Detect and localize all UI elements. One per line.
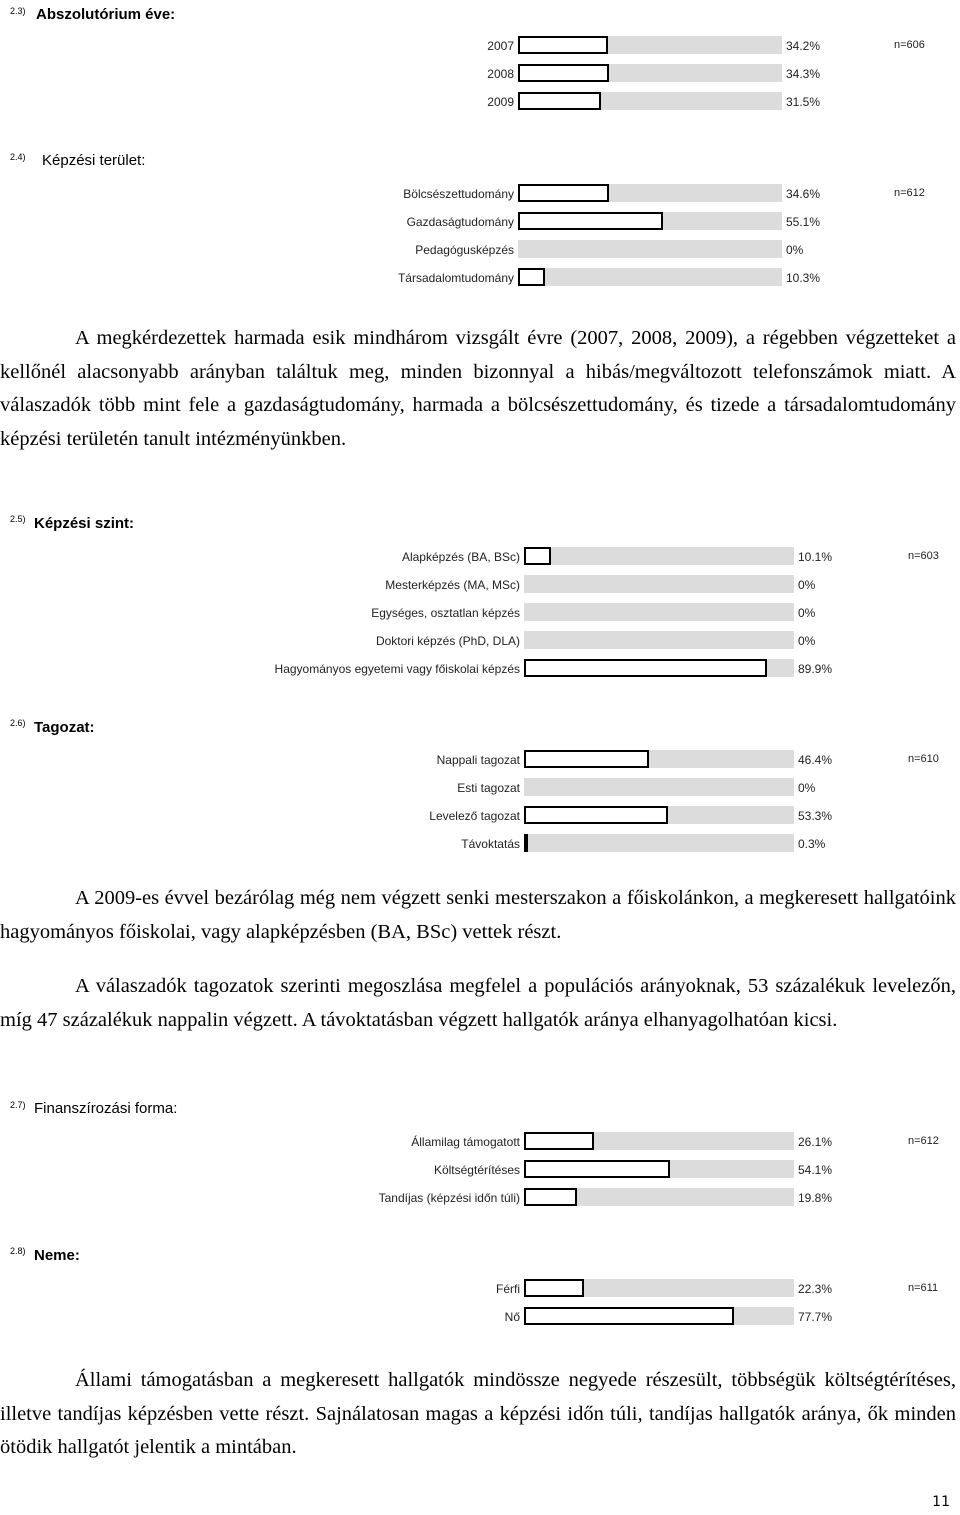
bar-row — [0, 1188, 960, 1208]
bar — [524, 1132, 594, 1150]
bar-percentage: 22.3% — [798, 1282, 833, 1296]
bar-label: Esti tagozat — [457, 781, 520, 795]
bar-label: 2009 — [487, 95, 514, 109]
bar — [518, 36, 608, 54]
paragraph-text: A válaszadók tagozatok szerinti megoszlása megfelel a populációs arányoknak, 53 százalékuk levelezőn, míg 47 százalékuk nappalin végzett. A távoktatásban végzett hallgatók aránya elhanyagolhatóan kicsi. — [0, 975, 956, 1031]
paragraph-text: Állami támogatásban a megkeresett hallgatók mindössze negyede részesült, többségük költségtérítéses, illetve tandíjas képzésben vette részt. Sajnálatosan magas a képzési időn túli, tandíjas hallgatók aránya, ők minden ötödik hallgatót jelentik a mintában. — [0, 1369, 956, 1458]
bar-track — [518, 268, 782, 286]
bar-label: Tandíjas (képzési időn túli) — [378, 1191, 520, 1205]
bar-percentage: 34.6% — [786, 187, 821, 201]
bar-row — [0, 659, 960, 679]
bar-label: Bölcsészettudomány — [403, 187, 514, 201]
bar-percentage: 34.3% — [786, 67, 821, 81]
bar-track — [524, 834, 794, 852]
chart-title: Képzési terület: — [42, 152, 146, 169]
bar-track — [524, 1307, 794, 1325]
paragraph-2 — [0, 882, 956, 949]
paragraph-3 — [0, 970, 956, 1037]
bar-row — [0, 36, 960, 56]
sample-size: n=612 — [908, 1135, 939, 1147]
bar-percentage: 0.3% — [798, 837, 826, 851]
bar-track — [524, 806, 794, 824]
bar-row — [0, 547, 960, 567]
bar-row — [0, 268, 960, 288]
bar-percentage: 0% — [798, 781, 816, 795]
bar-row — [0, 1279, 960, 1299]
bar-row — [0, 240, 960, 260]
bar-track — [524, 547, 794, 565]
bar-track — [518, 212, 782, 230]
chart-title: Tagozat: — [34, 719, 95, 736]
bar — [524, 547, 551, 565]
bar-track — [518, 36, 782, 54]
question-number: 2.8) — [10, 1246, 26, 1256]
bar-percentage: 54.1% — [798, 1163, 833, 1177]
sample-size: n=612 — [894, 187, 925, 199]
bar — [518, 212, 663, 230]
bar-percentage: 0% — [798, 578, 816, 592]
bar — [524, 1160, 670, 1178]
bar-row — [0, 64, 960, 84]
bar-percentage: 19.8% — [798, 1191, 833, 1205]
bar-percentage: 89.9% — [798, 662, 833, 676]
question-number: 2.6) — [10, 718, 26, 728]
bar-track — [524, 1279, 794, 1297]
bar-label: Férfi — [496, 1282, 520, 1296]
bar-row — [0, 750, 960, 770]
bar-row — [0, 184, 960, 204]
bar-track — [524, 778, 794, 796]
bar-row — [0, 212, 960, 232]
bar-label: Nő — [504, 1310, 520, 1324]
bar-label: Pedagógusképzés — [415, 243, 514, 257]
bar-label: Költségtérítéses — [433, 1163, 520, 1177]
bar-label: Nappali tagozat — [436, 753, 520, 767]
bar-percentage: 55.1% — [786, 215, 821, 229]
paragraph-1 — [0, 322, 956, 456]
paragraph-text: A megkérdezettek harmada esik mindhárom vizsgált évre (2007, 2008, 2009), a régebben végzetteket a kellőnél alacsonyabb arányban találtuk meg, minden bizonnyal a hibás/megváltozott telefonszámok miatt. A válaszadók több mint fele a gazdaságtudomány, harmada a bölcsészettudomány, és tizede a társadalomtudomány képzési területén tanult intézményünkben. — [0, 327, 956, 450]
bar-label: 2007 — [487, 39, 514, 53]
bar-percentage: 0% — [798, 634, 816, 648]
bar-track — [518, 184, 782, 202]
bar-percentage: 34.2% — [786, 39, 821, 53]
bar-row — [0, 1307, 960, 1327]
bar-track — [518, 64, 782, 82]
bar-row — [0, 834, 960, 854]
sample-size: n=603 — [908, 550, 939, 562]
bar-percentage: 53.3% — [798, 809, 833, 823]
bar — [518, 268, 545, 286]
bar-label: Távoktatás — [461, 837, 520, 851]
bar-track — [524, 1188, 794, 1206]
chart-title: Neme: — [34, 1247, 80, 1264]
bar-track — [518, 240, 782, 258]
bar-label: Gazdaságtudomány — [406, 215, 514, 229]
bar-percentage: 0% — [798, 606, 816, 620]
bar-row — [0, 92, 960, 112]
bar-label: Hagyományos egyetemi vagy főiskolai képzés — [274, 662, 520, 676]
bar-row — [0, 778, 960, 798]
bar-row — [0, 1160, 960, 1180]
bar-track — [524, 1160, 794, 1178]
bar-track — [524, 659, 794, 677]
bar-label: 2008 — [487, 67, 514, 81]
bar-label: Egységes, osztatlan képzés — [371, 606, 520, 620]
chart-title: Finanszírozási forma: — [34, 1100, 178, 1117]
sample-size: n=610 — [908, 753, 939, 765]
bar — [524, 750, 649, 768]
paragraph-text: A 2009-es évvel bezárólag még nem végzett senki mesterszakon a főiskolánkon, a megkeresett hallgatóink hagyományos főiskolai, vagy alapképzésben (BA, BSc) vettek részt. — [0, 887, 956, 943]
bar — [524, 1279, 584, 1297]
bar — [524, 1307, 734, 1325]
question-number: 2.7) — [10, 1100, 26, 1110]
bar-row — [0, 1132, 960, 1152]
page-number: 11 — [932, 1494, 950, 1510]
chart-title: Képzési szint: — [34, 515, 135, 532]
bar-percentage: 46.4% — [798, 753, 833, 767]
question-number: 2.3) — [10, 6, 26, 16]
bar-percentage: 10.3% — [786, 271, 821, 285]
bar-percentage: 0% — [786, 243, 804, 257]
bar-percentage: 77.7% — [798, 1310, 833, 1324]
bar-label: Alapképzés (BA, BSc) — [401, 550, 520, 564]
question-number: 2.4) — [10, 152, 26, 162]
bar-label: Mesterképzés (MA, MSc) — [385, 578, 520, 592]
bar — [524, 834, 528, 852]
bar-track — [518, 92, 782, 110]
bar-label: Társadalomtudomány — [397, 271, 514, 285]
bar-label: Doktori képzés (PhD, DLA) — [375, 634, 520, 648]
question-number: 2.5) — [10, 514, 26, 524]
sample-size: n=606 — [894, 39, 925, 51]
bar-percentage: 10.1% — [798, 550, 833, 564]
bar-track — [524, 631, 794, 649]
bar-track — [524, 575, 794, 593]
bar — [518, 184, 609, 202]
paragraph-4 — [0, 1364, 956, 1465]
bar-percentage: 31.5% — [786, 95, 821, 109]
bar — [518, 92, 601, 110]
chart-title: Abszolutórium éve: — [36, 6, 176, 23]
bar-track — [524, 1132, 794, 1150]
sample-size: n=611 — [908, 1282, 939, 1294]
bar — [524, 806, 668, 824]
bar — [524, 1188, 577, 1206]
bar-row — [0, 603, 960, 623]
bar-percentage: 26.1% — [798, 1135, 833, 1149]
bar-row — [0, 575, 960, 595]
bar-row — [0, 806, 960, 826]
bar-label: Levelező tagozat — [429, 809, 520, 823]
bar — [518, 64, 609, 82]
bar-label: Államilag támogatott — [411, 1135, 520, 1149]
bar-track — [524, 603, 794, 621]
bar — [524, 659, 767, 677]
bar-row — [0, 631, 960, 651]
bar-track — [524, 750, 794, 768]
